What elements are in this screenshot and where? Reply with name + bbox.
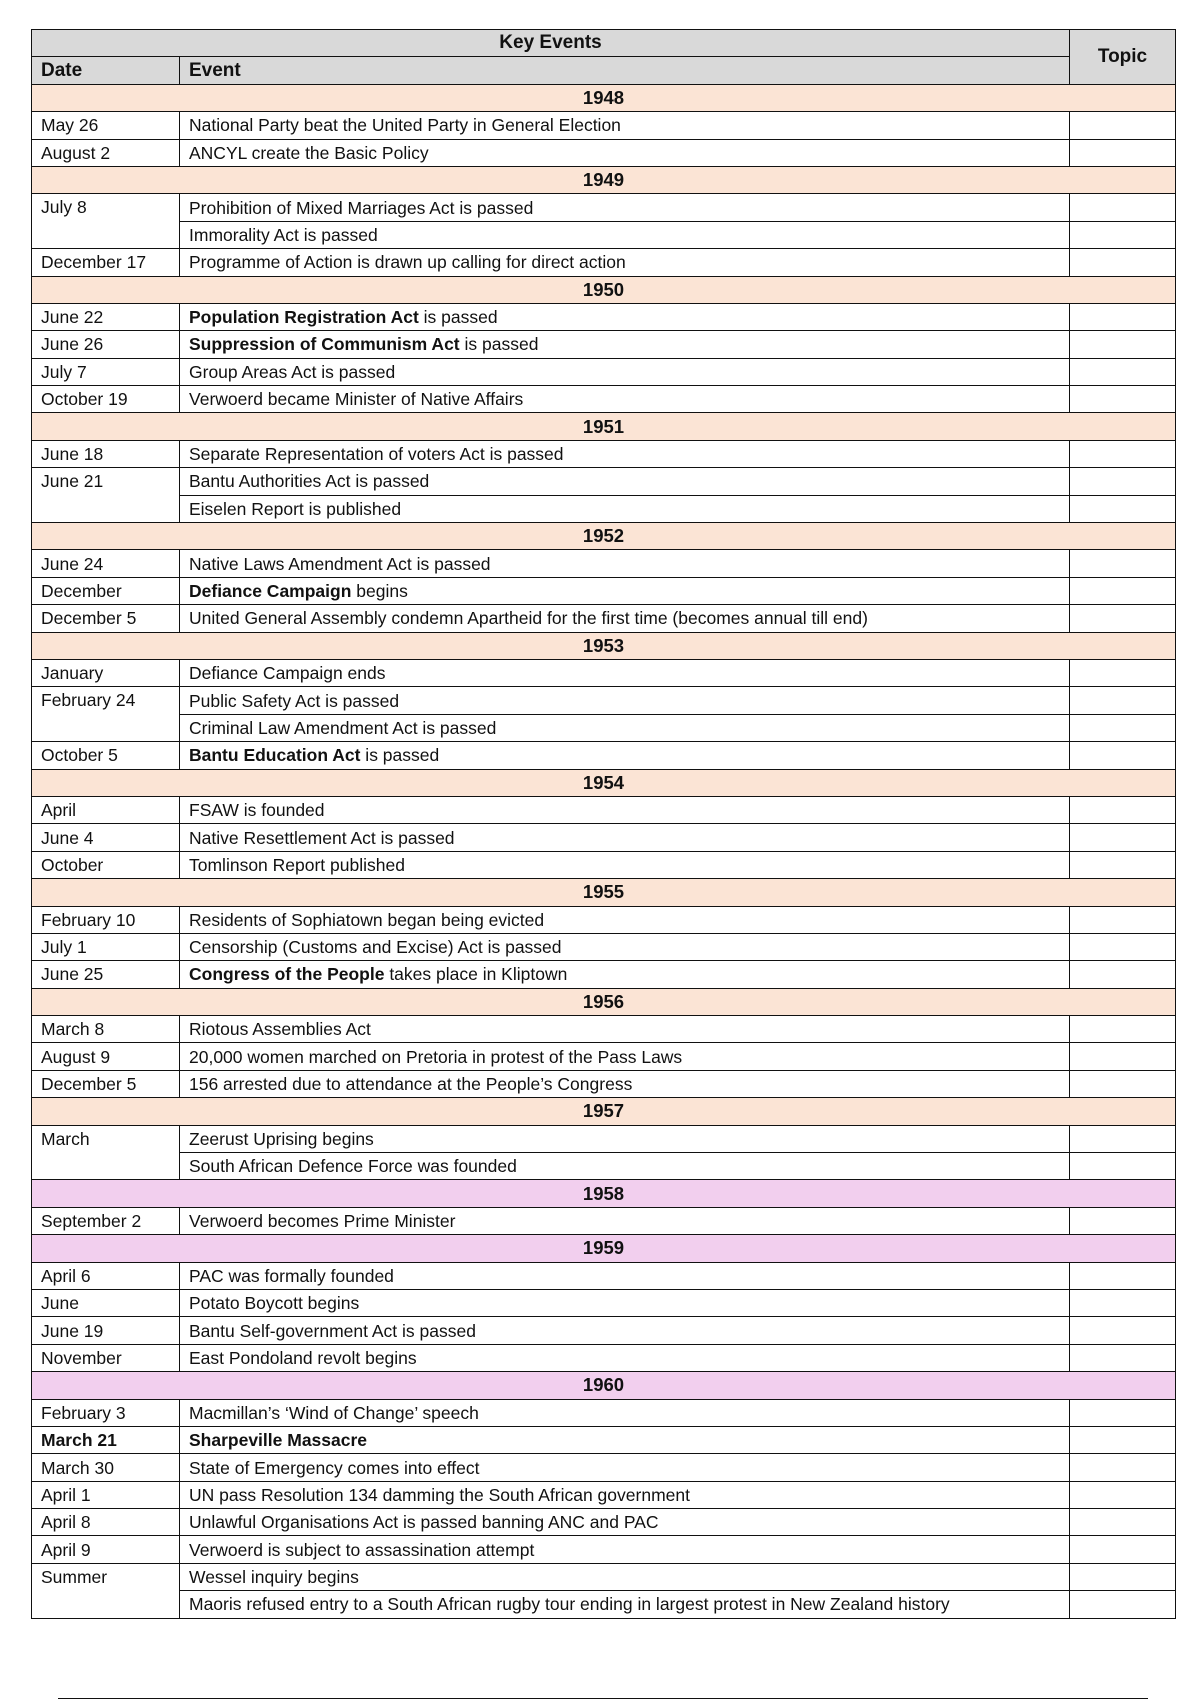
event-text: Verwoerd is subject to assassination attempt xyxy=(189,1539,535,1560)
topic-cell[interactable] xyxy=(1070,1125,1176,1152)
event-row xyxy=(32,687,1176,714)
event-row xyxy=(32,742,1176,769)
event-emphasis: Sharpeville Massacre xyxy=(189,1430,368,1451)
topic-cell[interactable] xyxy=(1070,1289,1176,1316)
event-text: Unlawful Organisations Act is passed banning ANC and PAC xyxy=(189,1512,659,1533)
topic-cell[interactable] xyxy=(1070,961,1176,988)
event-row xyxy=(32,1262,1176,1289)
year-row xyxy=(32,769,1176,796)
event-row xyxy=(32,386,1176,413)
event-text: Riotous Assemblies Act xyxy=(189,1019,371,1040)
event-text: Verwoerd became Minister of Native Affairs xyxy=(189,389,524,410)
event-date: March 21 xyxy=(32,1426,180,1453)
event-date: April 8 xyxy=(32,1509,180,1536)
event-date: June 26 xyxy=(32,331,180,358)
event-date: July 7 xyxy=(32,358,180,385)
topic-cell[interactable] xyxy=(1070,851,1176,878)
event-text: Eiselen Report is published xyxy=(189,498,402,519)
event-text: Criminal Law Amendment Act is passed xyxy=(189,717,497,738)
event-text: State of Emergency comes into effect xyxy=(189,1457,480,1478)
event-row xyxy=(32,1153,1176,1180)
event-text: Separate Representation of voters Act is passed xyxy=(189,444,564,465)
event-date: August 2 xyxy=(32,139,180,166)
event-date: Summer xyxy=(32,1563,180,1618)
key-events-table xyxy=(31,29,1176,1619)
event-emphasis: Congress of the People xyxy=(189,964,385,985)
event-row xyxy=(32,605,1176,632)
topic-cell[interactable] xyxy=(1070,1481,1176,1508)
event-row xyxy=(32,221,1176,248)
event-description xyxy=(180,1426,1070,1453)
event-description xyxy=(180,1591,1070,1618)
event-date: June 4 xyxy=(32,824,180,851)
event-text: is passed xyxy=(360,745,440,766)
event-text: 20,000 women marched on Pretoria in protest of the Pass Laws xyxy=(189,1046,683,1067)
event-row xyxy=(32,1509,1176,1536)
event-text: UN pass Resolution 134 damming the South African government xyxy=(189,1484,690,1505)
event-description xyxy=(180,1563,1070,1590)
topic-cell[interactable] xyxy=(1070,1317,1176,1344)
event-text: East Pondoland revolt begins xyxy=(189,1347,417,1368)
year-label: 1958 xyxy=(32,1180,1176,1207)
event-text: PAC was formally founded xyxy=(189,1265,394,1286)
event-description xyxy=(180,221,1070,248)
topic-cell[interactable] xyxy=(1070,1509,1176,1536)
event-emphasis: Population Registration Act xyxy=(189,307,419,328)
event-description xyxy=(180,742,1070,769)
event-text: Wessel inquiry begins xyxy=(189,1567,359,1588)
event-row xyxy=(32,933,1176,960)
event-date: February 24 xyxy=(32,687,180,742)
topic-cell[interactable] xyxy=(1070,659,1176,686)
event-row xyxy=(32,906,1176,933)
event-description xyxy=(180,468,1070,495)
year-label: 1948 xyxy=(32,84,1176,111)
event-date: July 8 xyxy=(32,194,180,249)
event-row xyxy=(32,659,1176,686)
event-text: Tomlinson Report published xyxy=(189,854,405,875)
event-description xyxy=(180,1454,1070,1481)
event-description xyxy=(180,851,1070,878)
topic-cell[interactable] xyxy=(1070,906,1176,933)
year-row xyxy=(32,413,1176,440)
event-description xyxy=(180,1481,1070,1508)
event-row xyxy=(32,577,1176,604)
header-row-title xyxy=(32,30,1176,57)
event-description xyxy=(180,1207,1070,1234)
year-label: 1949 xyxy=(32,166,1176,193)
year-label: 1951 xyxy=(32,413,1176,440)
event-description xyxy=(180,1536,1070,1563)
event-description xyxy=(180,1289,1070,1316)
event-description xyxy=(180,1125,1070,1152)
event-date: April 1 xyxy=(32,1481,180,1508)
event-text: is passed xyxy=(459,334,539,355)
event-date: February 3 xyxy=(32,1399,180,1426)
year-row xyxy=(32,1235,1176,1262)
event-date: January xyxy=(32,659,180,686)
footer-divider xyxy=(58,1698,1148,1699)
event-row xyxy=(32,249,1176,276)
event-date: May 26 xyxy=(32,112,180,139)
topic-cell[interactable] xyxy=(1070,1426,1176,1453)
event-row xyxy=(32,961,1176,988)
event-description xyxy=(180,331,1070,358)
event-row xyxy=(32,1070,1176,1097)
topic-cell[interactable] xyxy=(1070,714,1176,741)
event-row xyxy=(32,139,1176,166)
topic-cell[interactable] xyxy=(1070,303,1176,330)
event-description xyxy=(180,577,1070,604)
event-date: June 18 xyxy=(32,440,180,467)
event-description xyxy=(180,659,1070,686)
topic-cell[interactable] xyxy=(1070,796,1176,823)
year-label: 1960 xyxy=(32,1372,1176,1399)
event-text: Maoris refused entry to a South African rugby tour ending in largest protest in New Zealand history xyxy=(189,1594,950,1615)
event-row xyxy=(32,796,1176,823)
event-text: National Party beat the United Party in General Election xyxy=(189,115,621,136)
event-date: June 25 xyxy=(32,961,180,988)
event-row xyxy=(32,851,1176,878)
year-row xyxy=(32,84,1176,111)
topic-cell[interactable] xyxy=(1070,933,1176,960)
event-row xyxy=(32,1016,1176,1043)
topic-cell[interactable] xyxy=(1070,1262,1176,1289)
event-description xyxy=(180,1016,1070,1043)
year-row xyxy=(32,1098,1176,1125)
event-date: April 6 xyxy=(32,1262,180,1289)
event-row xyxy=(32,714,1176,741)
event-description xyxy=(180,605,1070,632)
event-description xyxy=(180,1043,1070,1070)
event-description xyxy=(180,112,1070,139)
event-row xyxy=(32,1043,1176,1070)
event-row xyxy=(32,1317,1176,1344)
topic-cell[interactable] xyxy=(1070,687,1176,714)
topic-cell[interactable] xyxy=(1070,386,1176,413)
event-emphasis: Suppression of Communism Act xyxy=(189,334,460,355)
topic-cell[interactable] xyxy=(1070,440,1176,467)
topic-cell[interactable] xyxy=(1070,331,1176,358)
event-description xyxy=(180,687,1070,714)
topic-cell[interactable] xyxy=(1070,468,1176,495)
event-row xyxy=(32,1207,1176,1234)
event-row xyxy=(32,1536,1176,1563)
event-date: September 2 xyxy=(32,1207,180,1234)
topic-cell[interactable] xyxy=(1070,194,1176,221)
topic-cell[interactable] xyxy=(1070,249,1176,276)
year-label: 1954 xyxy=(32,769,1176,796)
year-label: 1950 xyxy=(32,276,1176,303)
event-date: April xyxy=(32,796,180,823)
event-date: December 17 xyxy=(32,249,180,276)
event-description xyxy=(180,824,1070,851)
event-text: Potato Boycott begins xyxy=(189,1293,360,1314)
event-date: June 24 xyxy=(32,550,180,577)
event-row xyxy=(32,331,1176,358)
event-text: Programme of Action is drawn up calling for direct action xyxy=(189,252,626,273)
event-date: March 30 xyxy=(32,1454,180,1481)
event-row xyxy=(32,1344,1176,1371)
event-description xyxy=(180,495,1070,522)
topic-cell[interactable] xyxy=(1070,1043,1176,1070)
year-label: 1959 xyxy=(32,1235,1176,1262)
event-row xyxy=(32,440,1176,467)
event-date: February 10 xyxy=(32,906,180,933)
event-row xyxy=(32,468,1176,495)
topic-cell[interactable] xyxy=(1070,495,1176,522)
event-text: Group Areas Act is passed xyxy=(189,361,396,382)
year-row xyxy=(32,523,1176,550)
event-date: October xyxy=(32,851,180,878)
topic-cell[interactable] xyxy=(1070,1591,1176,1618)
event-text: Native Resettlement Act is passed xyxy=(189,827,455,848)
event-description xyxy=(180,933,1070,960)
topic-cell[interactable] xyxy=(1070,1536,1176,1563)
event-description xyxy=(180,303,1070,330)
year-row xyxy=(32,632,1176,659)
event-description xyxy=(180,714,1070,741)
event-date: April 9 xyxy=(32,1536,180,1563)
event-row xyxy=(32,495,1176,522)
event-text: Censorship (Customs and Excise) Act is passed xyxy=(189,937,562,958)
topic-cell[interactable] xyxy=(1070,824,1176,851)
topic-cell[interactable] xyxy=(1070,577,1176,604)
event-row xyxy=(32,1454,1176,1481)
event-description xyxy=(180,1070,1070,1097)
event-row xyxy=(32,1426,1176,1453)
event-description xyxy=(180,440,1070,467)
event-emphasis: Defiance Campaign xyxy=(189,581,352,601)
year-row xyxy=(32,166,1176,193)
event-row xyxy=(32,824,1176,851)
event-text: Verwoerd becomes Prime Minister xyxy=(189,1210,456,1231)
event-text: Bantu Authorities Act is passed xyxy=(189,471,430,492)
event-row xyxy=(32,358,1176,385)
event-text: is passed xyxy=(418,307,498,328)
event-text: Macmillan’s ‘Wind of Change’ speech xyxy=(189,1402,479,1423)
event-date: November xyxy=(32,1344,180,1371)
year-row xyxy=(32,1180,1176,1207)
event-text: Native Laws Amendment Act is passed xyxy=(189,553,491,574)
topic-cell[interactable] xyxy=(1070,1070,1176,1097)
year-row xyxy=(32,276,1176,303)
topic-cell[interactable] xyxy=(1070,1153,1176,1180)
event-text: United General Assembly condemn Apartheid for the first time (becomes annual till end) xyxy=(189,608,868,629)
event-text: 156 arrested due to attendance at the People’s Congress xyxy=(189,1074,633,1095)
event-description xyxy=(180,796,1070,823)
event-description xyxy=(180,1344,1070,1371)
year-label: 1952 xyxy=(32,523,1176,550)
event-date: June xyxy=(32,1289,180,1316)
event-date: June 22 xyxy=(32,303,180,330)
event-row xyxy=(32,1481,1176,1508)
event-text: ANCYL create the Basic Policy xyxy=(189,142,429,163)
topic-cell[interactable] xyxy=(1070,1454,1176,1481)
event-date: December 5 xyxy=(32,1070,180,1097)
event-date: December 5 xyxy=(32,605,180,632)
event-row xyxy=(32,194,1176,221)
table-title: Key Events xyxy=(32,30,1070,57)
event-text: Residents of Sophiatown began being evicted xyxy=(189,909,545,930)
event-date: December xyxy=(32,577,180,604)
topic-column-header: Topic xyxy=(1070,30,1176,85)
year-row xyxy=(32,1372,1176,1399)
topic-cell[interactable] xyxy=(1070,358,1176,385)
topic-cell[interactable] xyxy=(1070,605,1176,632)
topic-cell[interactable] xyxy=(1070,742,1176,769)
event-description xyxy=(180,961,1070,988)
event-date: October 19 xyxy=(32,386,180,413)
topic-cell[interactable] xyxy=(1070,1207,1176,1234)
event-text: Defiance Campaign ends xyxy=(189,663,386,684)
event-row xyxy=(32,1399,1176,1426)
topic-cell[interactable] xyxy=(1070,1344,1176,1371)
year-label: 1956 xyxy=(32,988,1176,1015)
event-description xyxy=(180,358,1070,385)
event-row xyxy=(32,1563,1176,1590)
event-date: July 1 xyxy=(32,933,180,960)
event-date: June 19 xyxy=(32,1317,180,1344)
event-date: October 5 xyxy=(32,742,180,769)
key-events-table-wrapper xyxy=(31,29,1175,1619)
event-text: takes place in Kliptown xyxy=(384,964,568,985)
topic-cell[interactable] xyxy=(1070,550,1176,577)
event-text: Immorality Act is passed xyxy=(189,224,378,245)
event-row xyxy=(32,112,1176,139)
topic-cell[interactable] xyxy=(1070,1563,1176,1590)
year-label: 1957 xyxy=(32,1098,1176,1125)
topic-cell[interactable] xyxy=(1070,112,1176,139)
event-description xyxy=(180,1509,1070,1536)
event-text: Prohibition of Mixed Marriages Act is passed xyxy=(189,197,534,218)
year-label: 1955 xyxy=(32,879,1176,906)
year-row xyxy=(32,879,1176,906)
event-description xyxy=(180,550,1070,577)
event-date: March 8 xyxy=(32,1016,180,1043)
topic-cell[interactable] xyxy=(1070,1016,1176,1043)
event-description xyxy=(180,1262,1070,1289)
event-text: Bantu Self-government Act is passed xyxy=(189,1320,476,1341)
event-text: South African Defence Force was founded xyxy=(189,1156,517,1177)
event-row xyxy=(32,1125,1176,1152)
date-column-header: Date xyxy=(32,57,180,84)
event-column-header: Event xyxy=(180,57,1070,84)
event-row xyxy=(32,303,1176,330)
event-text: begins xyxy=(351,581,408,601)
year-row xyxy=(32,988,1176,1015)
event-row xyxy=(32,550,1176,577)
event-text: FSAW is founded xyxy=(189,800,325,821)
event-row xyxy=(32,1289,1176,1316)
event-description xyxy=(180,1399,1070,1426)
year-label: 1953 xyxy=(32,632,1176,659)
event-text: Zeerust Uprising begins xyxy=(189,1128,374,1149)
event-description xyxy=(180,386,1070,413)
event-description xyxy=(180,249,1070,276)
topic-cell[interactable] xyxy=(1070,221,1176,248)
event-text: Public Safety Act is passed xyxy=(189,690,400,711)
event-description xyxy=(180,906,1070,933)
event-description xyxy=(180,1317,1070,1344)
event-description xyxy=(180,139,1070,166)
event-description xyxy=(180,1153,1070,1180)
event-row xyxy=(32,1591,1176,1618)
event-date: June 21 xyxy=(32,468,180,523)
event-date: March xyxy=(32,1125,180,1180)
event-description xyxy=(180,194,1070,221)
event-emphasis: Bantu Education Act xyxy=(189,745,361,766)
event-date: August 9 xyxy=(32,1043,180,1070)
header-row-columns xyxy=(32,57,1176,84)
topic-cell[interactable] xyxy=(1070,139,1176,166)
topic-cell[interactable] xyxy=(1070,1399,1176,1426)
